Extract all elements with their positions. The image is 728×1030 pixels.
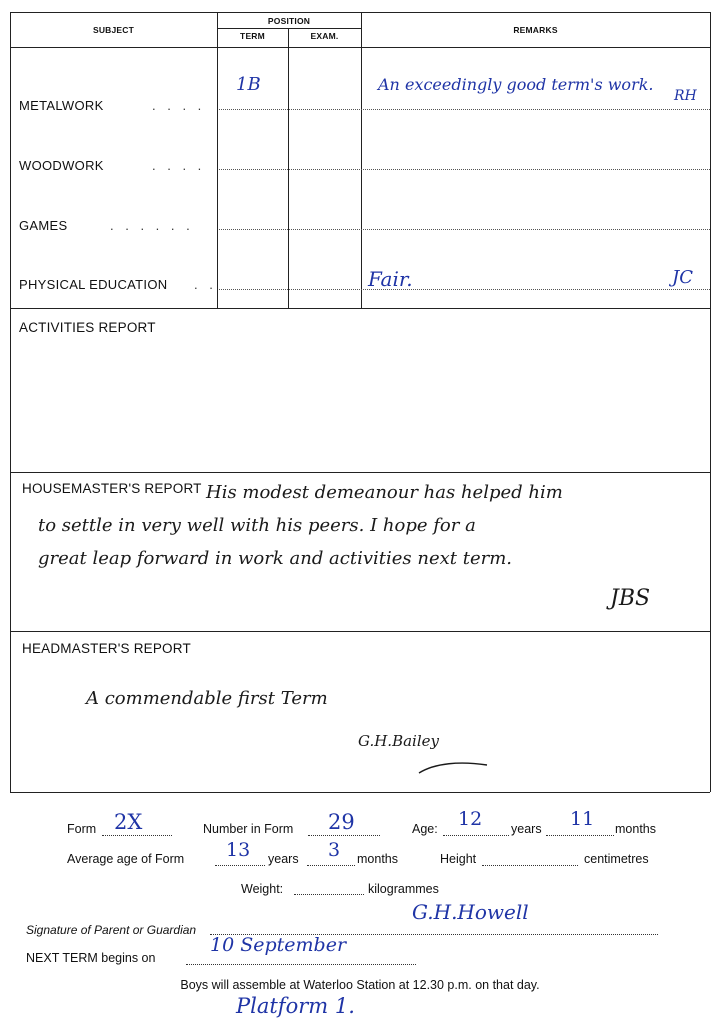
age-label: Age: bbox=[412, 822, 438, 836]
age-months-label: months bbox=[615, 822, 656, 836]
col-line-term bbox=[288, 28, 289, 308]
weight-underline bbox=[294, 894, 364, 895]
number-in-form-value: 29 bbox=[328, 810, 355, 834]
avg-months-underline bbox=[307, 865, 355, 866]
metalwork-initials: RH bbox=[674, 88, 697, 104]
number-in-form-label: Number in Form bbox=[203, 822, 294, 836]
header-divider bbox=[10, 47, 710, 48]
number-underline bbox=[308, 835, 380, 836]
next-term-underline bbox=[186, 964, 416, 965]
frame-right bbox=[710, 12, 711, 792]
age-years-value: 12 bbox=[458, 808, 483, 830]
form-value: 2X bbox=[114, 810, 143, 834]
headmaster-signature: G.H.Bailey bbox=[358, 732, 439, 750]
average-age-months-label: months bbox=[357, 852, 398, 866]
frame-bottom bbox=[10, 792, 710, 793]
header-term: TERM bbox=[240, 31, 265, 41]
row-line bbox=[219, 229, 710, 230]
col-line-subject bbox=[217, 12, 218, 308]
parent-signature-label: Signature of Parent or Guardian bbox=[26, 923, 197, 937]
subject-woodwork: WOODWORK bbox=[19, 158, 104, 173]
average-age-label: Average age of Form bbox=[67, 852, 185, 866]
age-years-label: years bbox=[511, 822, 542, 836]
row-line bbox=[219, 289, 710, 290]
assembly-note: Boys will assemble at Waterloo Station at 12.30 p.m. on that day. bbox=[180, 978, 540, 992]
height-unit-label: centimetres bbox=[584, 852, 649, 866]
parent-signature: G.H.Howell bbox=[412, 900, 529, 924]
average-age-years-value: 13 bbox=[226, 839, 251, 861]
next-term-date: 10 September bbox=[210, 934, 347, 956]
average-age-years-label: years bbox=[268, 852, 299, 866]
form-label: Form bbox=[67, 822, 97, 836]
header-position: POSITION bbox=[267, 16, 311, 26]
form-underline bbox=[102, 835, 172, 836]
header-remarks: REMARKS bbox=[513, 25, 558, 35]
row-line bbox=[219, 169, 710, 170]
leader-dots: . . . . bbox=[152, 98, 206, 113]
avg-years-underline bbox=[215, 865, 265, 866]
metalwork-term-position: 1B bbox=[236, 74, 261, 95]
leader-dots: . . . . . . bbox=[110, 218, 194, 233]
housemaster-divider bbox=[10, 472, 710, 473]
signature-flourish bbox=[415, 757, 495, 779]
headmaster-report-label: HEADMASTER'S REPORT bbox=[22, 641, 191, 656]
header-subject: SUBJECT bbox=[92, 25, 135, 35]
subject-games: GAMES bbox=[19, 218, 68, 233]
activities-report-label: ACTIVITIES REPORT bbox=[19, 320, 156, 335]
weight-label: Weight: bbox=[241, 882, 284, 896]
next-term-label: NEXT TERM begins on bbox=[26, 951, 156, 965]
pe-remark: Fair. bbox=[368, 267, 413, 291]
activities-divider bbox=[10, 308, 710, 309]
housemaster-comment-line-2: to settle in very well with his peers. I hope for a bbox=[38, 515, 476, 536]
leader-dots: . . bbox=[194, 277, 217, 292]
subject-physical-education: PHYSICAL EDUCATION bbox=[19, 277, 168, 292]
subject-metalwork: METALWORK bbox=[19, 98, 104, 113]
weight-unit-label: kilogrammes bbox=[368, 882, 439, 896]
col-line-exam bbox=[361, 12, 362, 308]
headmaster-divider bbox=[10, 631, 710, 632]
housemaster-comment-line-3: great leap forward in work and activities next term. bbox=[38, 548, 513, 569]
school-report-page bbox=[10, 12, 710, 1017]
pe-initials: JC bbox=[672, 267, 693, 288]
frame-top bbox=[10, 12, 710, 13]
frame-left bbox=[10, 12, 11, 792]
leader-dots: . . . . bbox=[152, 158, 206, 173]
position-subdivider bbox=[217, 28, 361, 29]
age-months-underline bbox=[546, 835, 614, 836]
metalwork-remark: An exceedingly good term's work. bbox=[378, 75, 654, 94]
age-months-value: 11 bbox=[570, 808, 595, 830]
header-exam: EXAM. bbox=[310, 31, 339, 41]
housemaster-report-label: HOUSEMASTER'S REPORT bbox=[22, 481, 202, 496]
platform-note: Platform 1. bbox=[236, 994, 355, 1018]
headmaster-comment: A commendable first Term bbox=[86, 688, 328, 709]
height-underline bbox=[482, 865, 578, 866]
housemaster-signature: JBS bbox=[610, 586, 651, 611]
housemaster-comment-line-1: His modest demeanour has helped him bbox=[206, 482, 563, 503]
height-label: Height bbox=[440, 852, 477, 866]
age-years-underline bbox=[443, 835, 509, 836]
row-line bbox=[219, 109, 710, 110]
average-age-months-value: 3 bbox=[328, 839, 341, 861]
